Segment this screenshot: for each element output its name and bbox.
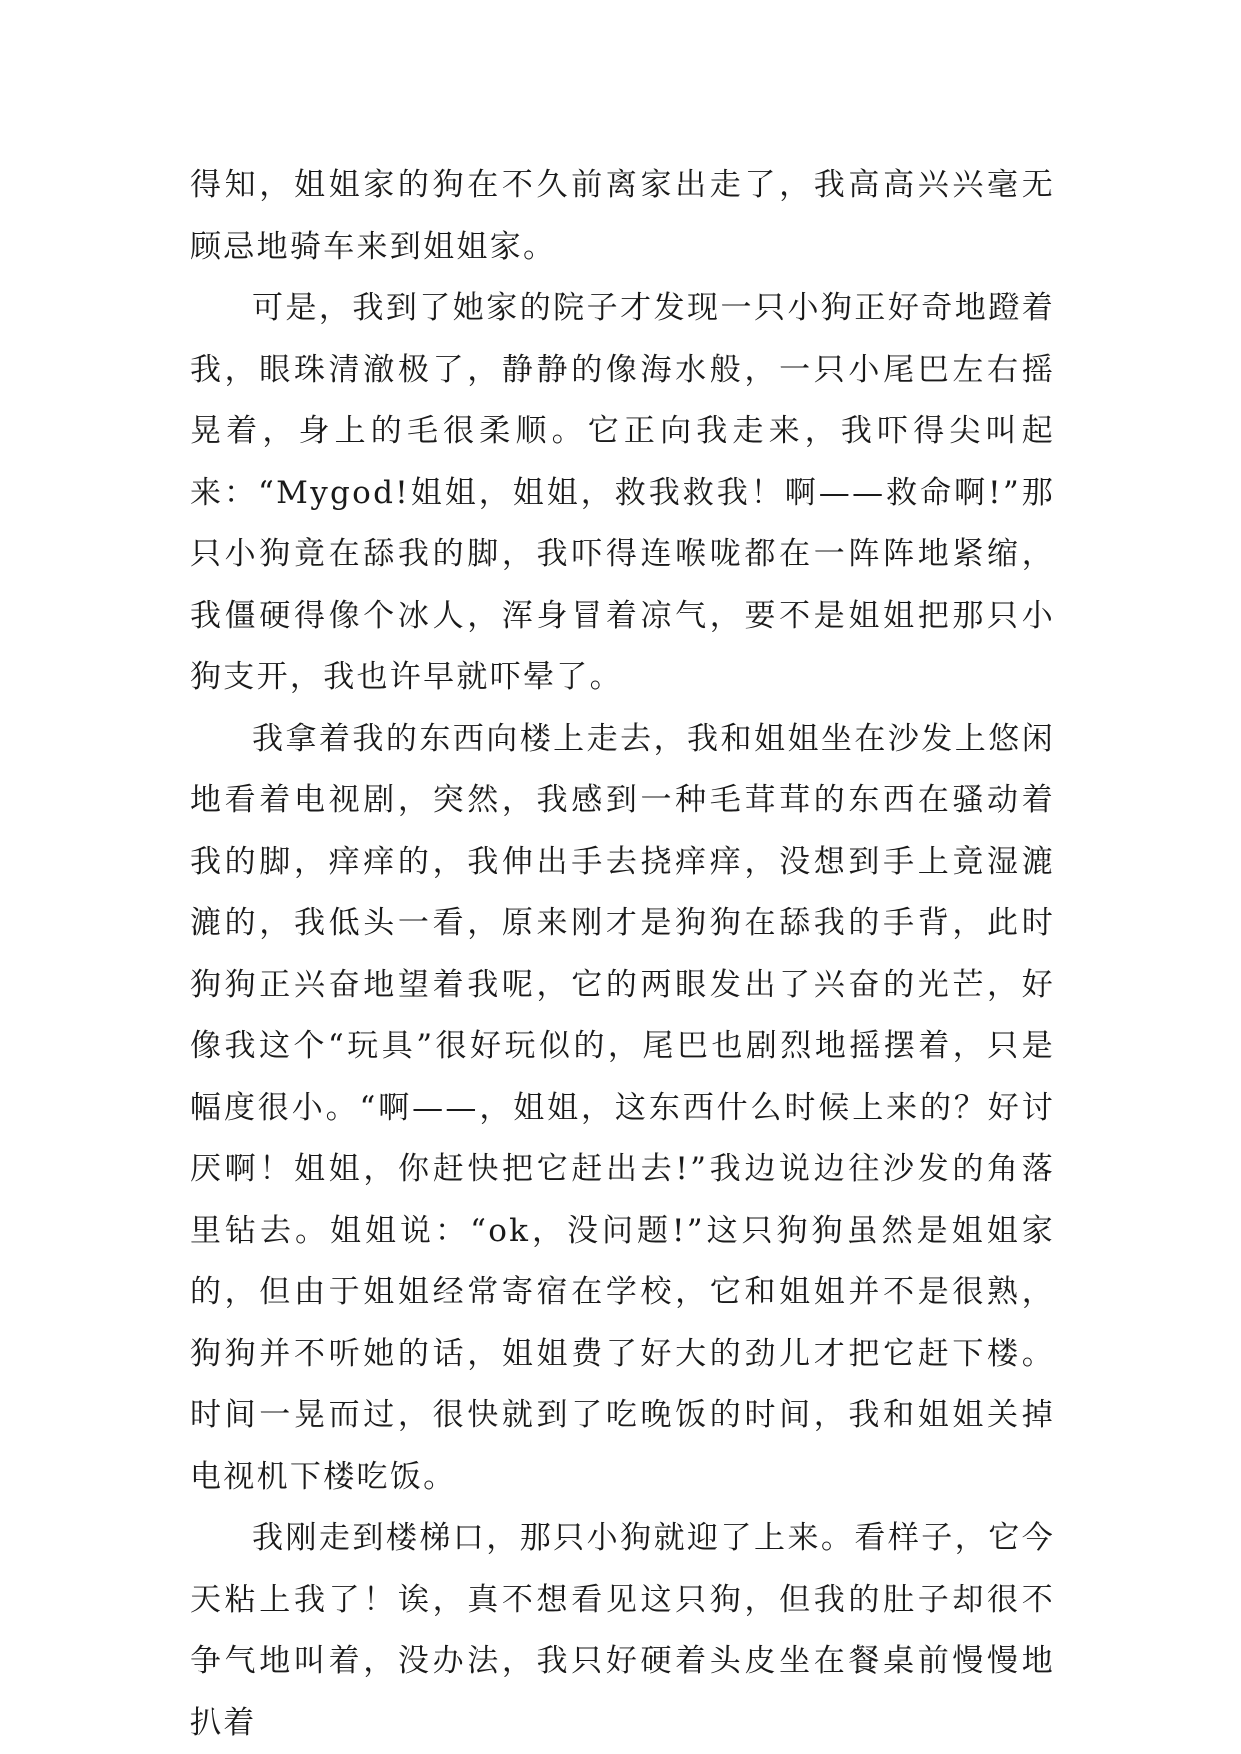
paragraph-2: 可是，我到了她家的院子才发现一只小狗正好奇地蹬着我，眼珠清澈极了，静静的像海水般，一只小尾巴左右摇晃着，身上的毛很柔顺。它正向我走来，我吓得尖叫起来：“Mygod!姐姐，姐姐，救我救我！啊——救命啊!”那只小狗竟在舔我的脚，我吓得连喉咙都在一阵阵地紧缩，我僵硬得像个冰人，浑身冒着凉气，要不是姐姐把那只小狗支开，我也许早就吓晕了。 [190, 290, 1055, 695]
paragraph-3: 我拿着我的东西向楼上走去，我和姐姐坐在沙发上悠闲地看着电视剧，突然，我感到一种毛茸茸的东西在骚动着我的脚，痒痒的，我伸出手去挠痒痒，没想到手上竟湿漉漉的，我低头一看，原来刚才是狗狗在舔我的手背，此时狗狗正兴奋地望着我呢，它的两眼发出了兴奋的光芒，好像我这个“玩具”很好玩似的，尾巴也剧烈地摇摆着，只是幅度很小。“啊——，姐姐，这东西什么时候上来的？好讨厌啊！姐姐，你赶快把它赶出去!”我边说边往沙发的角落里钻去。姐姐说：“ok，没问题!”这只狗狗虽然是姐姐家的，但由于姐姐经常寄宿在学校，它和姐姐并不是很熟，狗狗并不听她的话，姐姐费了好大的劲儿才把它赶下楼。时间一晃而过，很快就到了吃晚饭的时间，我和姐姐关掉电视机下楼吃饭。 [190, 720, 1055, 1495]
document-body [190, 155, 1055, 1754]
paragraph-4: 我刚走到楼梯口，那只小狗就迎了上来。看样子，它今天粘上我了！诶，真不想看见这只狗，但我的肚子却很不争气地叫着，没办法，我只好硬着头皮坐在餐桌前慢慢地扒着 [190, 1520, 1055, 1741]
paragraph-1: 得知，姐姐家的狗在不久前离家出走了，我高高兴兴毫无顾忌地骑车来到姐姐家。 [190, 167, 1055, 265]
